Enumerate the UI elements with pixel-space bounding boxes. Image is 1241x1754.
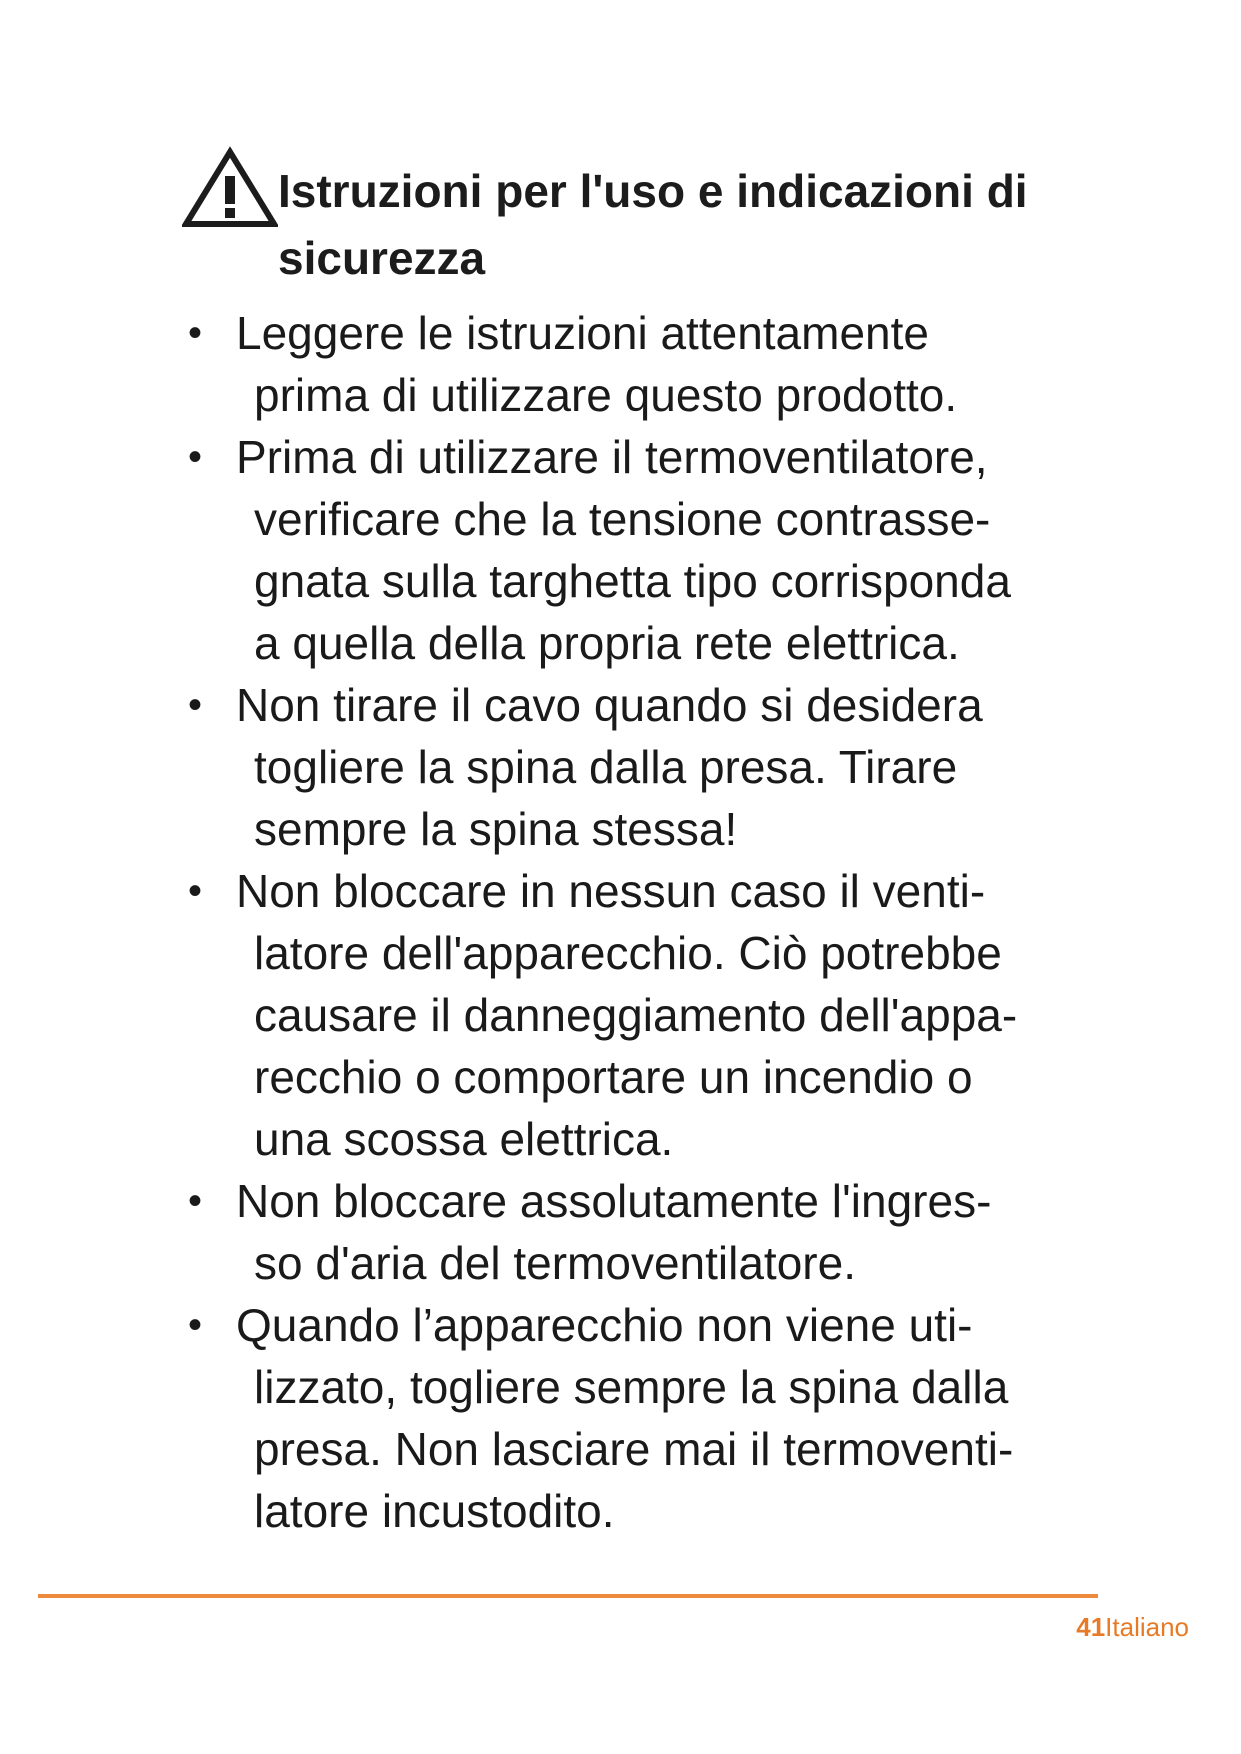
list-item-line: una scossa elettrica. [254, 1113, 674, 1165]
list-item-line: gnata sulla targhetta tipo corrisponda [254, 555, 1011, 607]
page-footer [1076, 1610, 1189, 1644]
warning-triangle-icon [182, 146, 278, 230]
list-item [188, 1294, 1108, 1542]
list-item-line: sempre la spina stessa! [254, 803, 738, 855]
list-item-line: verificare che la tensione contrasse- [254, 493, 991, 545]
list-item-line: prima di utilizzare questo prodotto. [254, 369, 958, 421]
page-number: 41 [1076, 1612, 1106, 1642]
list-item-line: Non tirare il cavo quando si desidera [236, 679, 983, 731]
list-item-line: Non bloccare assolutamente l'ingres- [236, 1175, 992, 1227]
list-item-line: so d'aria del termoventilatore. [254, 1237, 856, 1289]
footer-divider [38, 1594, 1098, 1598]
list-item-line: a quella della propria rete elettrica. [254, 617, 960, 669]
bullet-icon: • [188, 311, 203, 355]
list-item [188, 674, 1108, 860]
list-item-line: togliere la spina dalla presa. Tirare [254, 741, 958, 793]
bullet-icon: • [188, 869, 203, 913]
list-item-line: latore incustodito. [254, 1485, 615, 1537]
safety-instructions-list [188, 302, 1108, 1542]
list-item-line: Leggere le istruzioni attentamente [236, 307, 929, 359]
page-title [278, 158, 1078, 292]
list-item [188, 860, 1108, 1170]
list-item-line: recchio o comportare un incendio o [254, 1051, 973, 1103]
list-item-line: Quando l’apparecchio non viene uti- [236, 1299, 973, 1351]
bullet-icon: • [188, 1303, 203, 1347]
bullet-icon: • [188, 683, 203, 727]
list-item-line: lizzato, togliere sempre la spina dalla [254, 1361, 1009, 1413]
list-item [188, 1170, 1108, 1294]
title-line: sicurezza [278, 232, 486, 284]
list-item-line: causare il danneggiamento dell'appa- [254, 989, 1018, 1041]
list-item-line: latore dell'apparecchio. Ciò potrebbe [254, 927, 1002, 979]
list-item-line: presa. Non lasciare mai il termoventi- [254, 1423, 1014, 1475]
bullet-icon: • [188, 1179, 203, 1223]
list-item [188, 302, 1108, 426]
list-item-line: Non bloccare in nessun caso il venti- [236, 865, 986, 917]
list-item [188, 426, 1108, 674]
language-label: Italiano [1105, 1612, 1189, 1642]
title-line: Istruzioni per l'uso e indicazioni di [278, 165, 1028, 217]
list-item-line: Prima di utilizzare il termoventilatore, [236, 431, 988, 483]
bullet-icon: • [188, 435, 203, 479]
